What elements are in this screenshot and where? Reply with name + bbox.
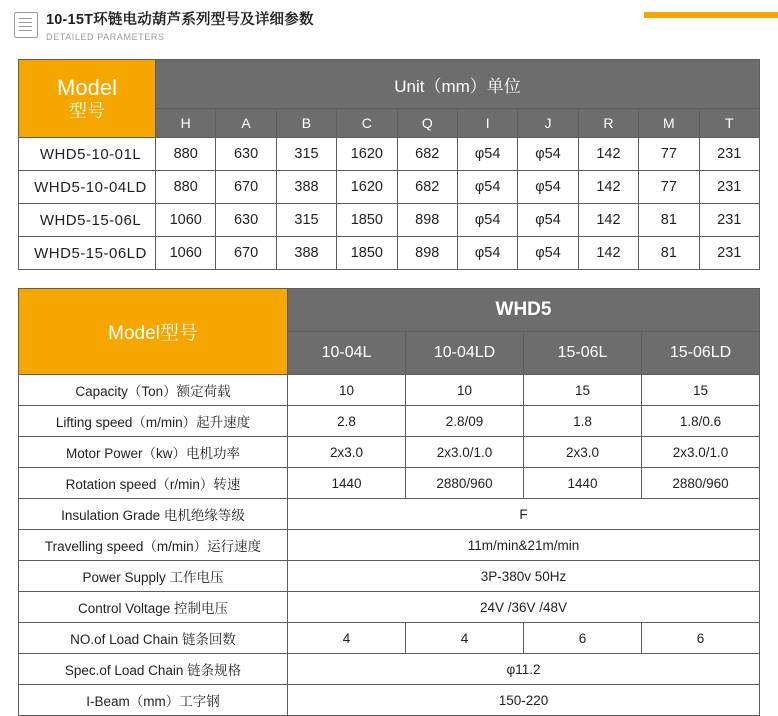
column-header-b: B <box>276 109 336 138</box>
column-header-j: J <box>518 109 578 138</box>
header-text-block <box>46 10 314 44</box>
spec-label-cell: Motor Power（kw）电机功率 <box>19 437 288 468</box>
column-header-r: R <box>578 109 638 138</box>
spec-value-cell: φ11.2 <box>288 654 760 685</box>
dimension-value-cell: φ54 <box>518 171 578 204</box>
spec-value-cell: 2880/960 <box>642 468 760 499</box>
column-header-a: A <box>216 109 276 138</box>
column-header-h: H <box>156 109 216 138</box>
column-header-m: M <box>639 109 699 138</box>
table-row <box>19 530 760 561</box>
dimension-value-cell: φ54 <box>457 204 517 237</box>
spec-value-cell: 1440 <box>288 468 406 499</box>
spec-value-cell: 1.8 <box>524 406 642 437</box>
model-label-en: Model <box>57 74 117 100</box>
dimensions-header-row <box>19 60 760 109</box>
dimension-value-cell: φ54 <box>518 204 578 237</box>
spec-label-cell: Power Supply 工作电压 <box>19 561 288 592</box>
page-header <box>0 0 778 52</box>
table-row <box>19 204 760 237</box>
variant-header-cell: 15-06L <box>524 332 642 375</box>
spec-value-cell: 24V /36V /48V <box>288 592 760 623</box>
dimension-value-cell: 1620 <box>337 138 397 171</box>
column-header-i: I <box>457 109 517 138</box>
spec-model-header-cell: Model型号 <box>19 289 288 375</box>
spec-value-cell: 2x3.0/1.0 <box>642 437 760 468</box>
table-row <box>19 623 760 654</box>
model-name-cell: WHD5-15-06L <box>19 204 156 237</box>
spec-label-cell: NO.of Load Chain 链条回数 <box>19 623 288 654</box>
dimension-value-cell: 231 <box>699 138 759 171</box>
spec-value-cell: 150-220 <box>288 685 760 716</box>
variant-header-cell: 10-04L <box>288 332 406 375</box>
spec-value-cell: 10 <box>406 375 524 406</box>
spec-value-cell: 2.8/09 <box>406 406 524 437</box>
dimension-value-cell: 142 <box>578 204 638 237</box>
dimension-value-cell: 1060 <box>156 204 216 237</box>
dimension-value-cell: 880 <box>156 171 216 204</box>
table-row <box>19 437 760 468</box>
dimension-value-cell: 630 <box>216 138 276 171</box>
variant-header-cell: 15-06LD <box>642 332 760 375</box>
series-header-cell: WHD5 <box>288 289 760 332</box>
table-row <box>19 685 760 716</box>
model-label-cn: 型号 <box>69 100 105 121</box>
dimension-value-cell: 77 <box>639 138 699 171</box>
model-name-cell: WHD5-10-04LD <box>19 171 156 204</box>
spec-value-cell: 15 <box>524 375 642 406</box>
model-header-cell <box>19 60 156 138</box>
table-row <box>19 499 760 530</box>
model-name-cell: WHD5-10-01L <box>19 138 156 171</box>
dimension-value-cell: 231 <box>699 237 759 270</box>
dimension-value-cell: φ54 <box>457 237 517 270</box>
variant-header-cell: 10-04LD <box>406 332 524 375</box>
dimension-value-cell: 231 <box>699 171 759 204</box>
page-title: 10-15T环链电动葫芦系列型号及详细参数 <box>46 12 314 28</box>
spec-label-cell: Insulation Grade 电机绝缘等级 <box>19 499 288 530</box>
dimension-value-cell: 682 <box>397 138 457 171</box>
table-row <box>19 561 760 592</box>
specifications-table-wrap <box>18 288 760 716</box>
model-name-cell: WHD5-15-06LD <box>19 237 156 270</box>
spec-value-cell: 2.8 <box>288 406 406 437</box>
dimension-value-cell: 142 <box>578 171 638 204</box>
spec-label-cell: I-Beam（mm）工字钢 <box>19 685 288 716</box>
dimension-value-cell: 388 <box>276 171 336 204</box>
table-row <box>19 592 760 623</box>
dimensions-table <box>18 59 760 270</box>
spec-value-cell: 6 <box>642 623 760 654</box>
spec-value-cell: 1.8/0.6 <box>642 406 760 437</box>
dimensions-table-wrap <box>18 59 760 270</box>
table-row <box>19 468 760 499</box>
page-subtitle: DETAILED PARAMETERS <box>46 32 165 42</box>
dimension-value-cell: φ54 <box>457 171 517 204</box>
spec-header-row <box>19 289 760 332</box>
spec-label-cell: Control Voltage 控制电压 <box>19 592 288 623</box>
dimension-value-cell: 142 <box>578 237 638 270</box>
spec-value-cell: 11m/min&21m/min <box>288 530 760 561</box>
table-row <box>19 237 760 270</box>
spec-value-cell: 4 <box>288 623 406 654</box>
dimension-value-cell: 1850 <box>337 204 397 237</box>
dimension-value-cell: 81 <box>639 237 699 270</box>
dimension-value-cell: φ54 <box>518 237 578 270</box>
table-row <box>19 171 760 204</box>
spec-value-cell: 2880/960 <box>406 468 524 499</box>
spec-value-cell: 2x3.0 <box>524 437 642 468</box>
dimension-value-cell: 1060 <box>156 237 216 270</box>
spec-value-cell: 6 <box>524 623 642 654</box>
table-row <box>19 406 760 437</box>
spec-label-cell: Spec.of Load Chain 链条规格 <box>19 654 288 685</box>
spec-value-cell: 1440 <box>524 468 642 499</box>
spec-label-cell: Lifting speed（m/min）起升速度 <box>19 406 288 437</box>
table-row <box>19 138 760 171</box>
spec-value-cell: 15 <box>642 375 760 406</box>
dimension-value-cell: 670 <box>216 171 276 204</box>
column-header-q: Q <box>397 109 457 138</box>
dimension-value-cell: 315 <box>276 204 336 237</box>
dimension-value-cell: 898 <box>397 204 457 237</box>
spec-value-cell: F <box>288 499 760 530</box>
unit-header-cell: Unit（mm）单位 <box>156 60 760 109</box>
column-header-c: C <box>337 109 397 138</box>
dimension-value-cell: 231 <box>699 204 759 237</box>
dimension-value-cell: 142 <box>578 138 638 171</box>
dimension-value-cell: 77 <box>639 171 699 204</box>
spec-value-cell: 10 <box>288 375 406 406</box>
spec-value-cell: 3P-380v 50Hz <box>288 561 760 592</box>
table-row <box>19 654 760 685</box>
dimension-value-cell: 682 <box>397 171 457 204</box>
dimension-value-cell: 670 <box>216 237 276 270</box>
dimension-value-cell: 630 <box>216 204 276 237</box>
spec-label-cell: Travelling speed（m/min）运行速度 <box>19 530 288 561</box>
column-header-t: T <box>699 109 759 138</box>
dimension-value-cell: 81 <box>639 204 699 237</box>
spec-value-cell: 4 <box>406 623 524 654</box>
dimension-value-cell: 898 <box>397 237 457 270</box>
dimension-value-cell: 1850 <box>337 237 397 270</box>
spec-value-cell: 2x3.0 <box>288 437 406 468</box>
dimension-value-cell: 1620 <box>337 171 397 204</box>
spec-value-cell: 2x3.0/1.0 <box>406 437 524 468</box>
dimension-value-cell: φ54 <box>457 138 517 171</box>
dimension-value-cell: 388 <box>276 237 336 270</box>
document-lines-icon <box>14 12 38 38</box>
dimension-value-cell: φ54 <box>518 138 578 171</box>
table-row <box>19 375 760 406</box>
dimension-value-cell: 880 <box>156 138 216 171</box>
specifications-table <box>18 288 760 716</box>
spec-label-cell: Rotation speed（r/min）转速 <box>19 468 288 499</box>
header-accent-bar <box>644 12 778 18</box>
spec-label-cell: Capacity（Ton）额定荷载 <box>19 375 288 406</box>
dimension-value-cell: 315 <box>276 138 336 171</box>
